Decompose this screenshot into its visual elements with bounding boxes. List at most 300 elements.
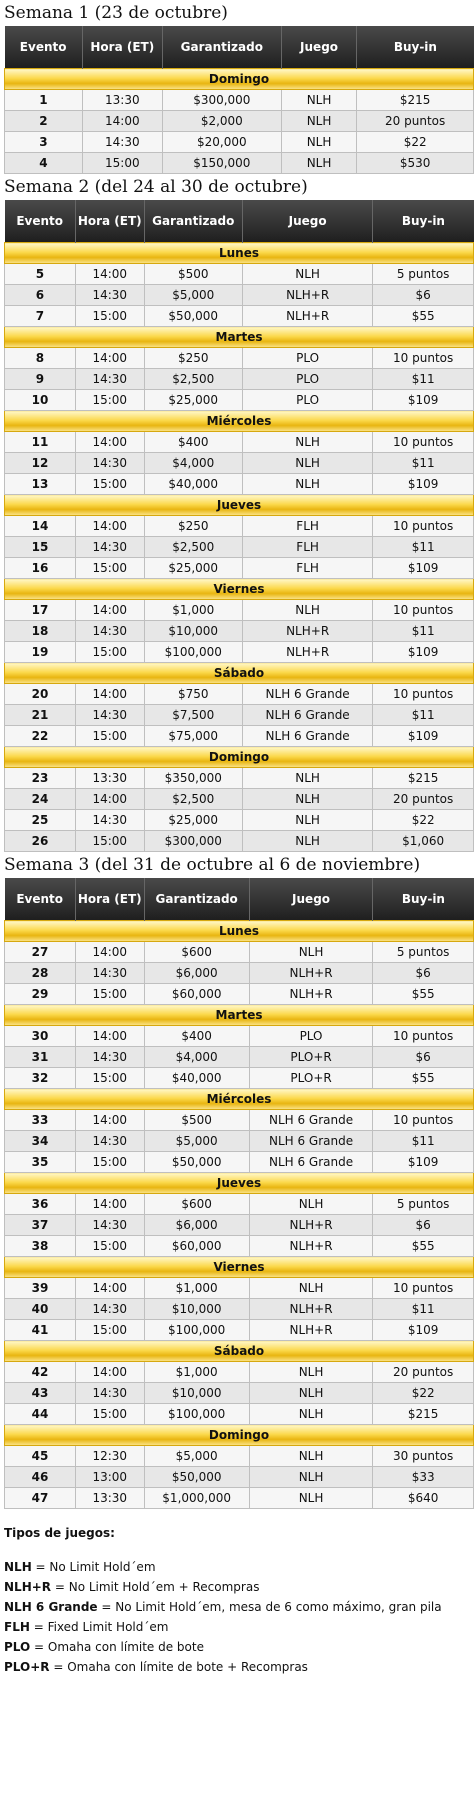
event-time: 15:00 <box>75 984 144 1005</box>
buy-in: $109 <box>373 1320 474 1341</box>
day-header-row <box>5 411 474 432</box>
event-time: 14:00 <box>75 789 144 810</box>
table-row <box>5 1194 474 1215</box>
guaranteed-prize: $100,000 <box>144 1320 249 1341</box>
event-number: 35 <box>5 1152 76 1173</box>
guaranteed-prize: $400 <box>144 1026 249 1047</box>
day-header-row <box>5 1341 474 1362</box>
table-row <box>5 831 474 852</box>
game-types-legend <box>0 1509 476 1677</box>
day-name: Viernes <box>5 1257 474 1278</box>
buy-in: $11 <box>373 453 474 474</box>
col-header-hora: Hora (ET) <box>75 878 144 921</box>
game-type: PLO+R <box>249 1047 373 1068</box>
guaranteed-prize: $2,500 <box>144 369 242 390</box>
event-number: 31 <box>5 1047 76 1068</box>
guaranteed-prize: $50,000 <box>144 306 242 327</box>
guaranteed-prize: $1,000 <box>144 1362 249 1383</box>
game-type: NLH 6 Grande <box>242 684 372 705</box>
table-row <box>5 453 474 474</box>
day-name: Viernes <box>5 579 474 600</box>
col-header-juego: Juego <box>249 878 373 921</box>
buy-in: 5 puntos <box>373 1194 474 1215</box>
event-time: 15:00 <box>75 1236 144 1257</box>
event-number: 46 <box>5 1467 76 1488</box>
event-time: 13:00 <box>75 1467 144 1488</box>
col-header-hora: Hora (ET) <box>75 200 144 243</box>
day-name: Lunes <box>5 243 474 264</box>
buy-in: $55 <box>373 306 474 327</box>
day-header-row <box>5 495 474 516</box>
game-type: PLO <box>242 390 372 411</box>
game-type: NLH+R <box>249 1236 373 1257</box>
game-abbreviation: PLO <box>4 1640 31 1654</box>
buy-in: $11 <box>373 621 474 642</box>
day-name: Sábado <box>5 663 474 684</box>
buy-in: $22 <box>373 1383 474 1404</box>
buy-in: 20 puntos <box>357 111 474 132</box>
buy-in: $530 <box>357 153 474 174</box>
game-type: NLH+R <box>249 1215 373 1236</box>
day-name: Sábado <box>5 1341 474 1362</box>
event-time: 15:00 <box>75 726 144 747</box>
col-header-garantizado: Garantizado <box>144 200 242 243</box>
day-name: Jueves <box>5 495 474 516</box>
table-row <box>5 306 474 327</box>
event-number: 20 <box>5 684 76 705</box>
guaranteed-prize: $40,000 <box>144 474 242 495</box>
day-name: Lunes <box>5 921 474 942</box>
buy-in: $215 <box>373 768 474 789</box>
day-header-row <box>5 747 474 768</box>
table-row <box>5 705 474 726</box>
buy-in: 10 puntos <box>373 1026 474 1047</box>
guaranteed-prize: $2,000 <box>162 111 281 132</box>
event-number: 7 <box>5 306 76 327</box>
guaranteed-prize: $350,000 <box>144 768 242 789</box>
event-time: 14:30 <box>75 1215 144 1236</box>
table-row <box>5 264 474 285</box>
guaranteed-prize: $2,500 <box>144 789 242 810</box>
game-type: FLH <box>242 516 372 537</box>
event-number: 9 <box>5 369 76 390</box>
day-header-row <box>5 1173 474 1194</box>
event-time: 14:30 <box>75 285 144 306</box>
table-row <box>5 1362 474 1383</box>
event-number: 47 <box>5 1488 76 1509</box>
event-number: 12 <box>5 453 76 474</box>
event-time: 14:00 <box>75 348 144 369</box>
game-type: NLH <box>249 942 373 963</box>
day-name: Domingo <box>5 1425 474 1446</box>
event-number: 3 <box>5 132 83 153</box>
game-type: NLH <box>242 453 372 474</box>
day-header-row <box>5 663 474 684</box>
game-type: NLH+R <box>242 306 372 327</box>
buy-in: 10 puntos <box>373 684 474 705</box>
event-time: 14:00 <box>75 1194 144 1215</box>
legend-item <box>4 1557 476 1577</box>
buy-in: $55 <box>373 984 474 1005</box>
event-number: 10 <box>5 390 76 411</box>
buy-in: $109 <box>373 1152 474 1173</box>
event-time: 14:00 <box>75 1362 144 1383</box>
guaranteed-prize: $25,000 <box>144 558 242 579</box>
guaranteed-prize: $1,000,000 <box>144 1488 249 1509</box>
game-description: = No Limit Hold´em + Recompras <box>51 1580 260 1594</box>
table-row <box>5 1047 474 1068</box>
col-header-hora: Hora (ET) <box>82 26 162 69</box>
guaranteed-prize: $300,000 <box>144 831 242 852</box>
guaranteed-prize: $1,000 <box>144 1278 249 1299</box>
buy-in: 5 puntos <box>373 264 474 285</box>
event-time: 14:30 <box>82 132 162 153</box>
event-time: 15:00 <box>75 642 144 663</box>
game-type: NLH+R <box>249 963 373 984</box>
table-row <box>5 1215 474 1236</box>
event-time: 14:30 <box>75 621 144 642</box>
event-number: 44 <box>5 1404 76 1425</box>
table-row <box>5 558 474 579</box>
event-time: 15:00 <box>75 306 144 327</box>
game-type: NLH 6 Grande <box>242 705 372 726</box>
table-row <box>5 1404 474 1425</box>
day-header-row <box>5 1425 474 1446</box>
game-type: NLH <box>242 789 372 810</box>
game-description: = Omaha con límite de bote + Recompras <box>49 1660 308 1674</box>
event-number: 32 <box>5 1068 76 1089</box>
game-type: PLO <box>242 348 372 369</box>
table-row <box>5 1278 474 1299</box>
table-row <box>5 1299 474 1320</box>
event-time: 15:00 <box>75 1404 144 1425</box>
table-row <box>5 684 474 705</box>
event-number: 19 <box>5 642 76 663</box>
table-row <box>5 1026 474 1047</box>
event-number: 6 <box>5 285 76 306</box>
event-number: 17 <box>5 600 76 621</box>
schedule-table <box>4 200 474 852</box>
buy-in: $215 <box>373 1404 474 1425</box>
event-number: 23 <box>5 768 76 789</box>
table-header-row <box>5 26 474 69</box>
event-time: 14:00 <box>75 1278 144 1299</box>
schedule-table <box>4 26 474 174</box>
game-type: NLH <box>281 111 356 132</box>
guaranteed-prize: $500 <box>144 264 242 285</box>
legend-item <box>4 1637 476 1657</box>
guaranteed-prize: $25,000 <box>144 810 242 831</box>
col-header-juego: Juego <box>281 26 356 69</box>
game-type: NLH+R <box>242 642 372 663</box>
guaranteed-prize: $250 <box>144 348 242 369</box>
event-number: 1 <box>5 90 83 111</box>
buy-in: $11 <box>373 705 474 726</box>
buy-in: $11 <box>373 1131 474 1152</box>
event-time: 14:30 <box>75 453 144 474</box>
buy-in: 10 puntos <box>373 432 474 453</box>
buy-in: $1,060 <box>373 831 474 852</box>
guaranteed-prize: $150,000 <box>162 153 281 174</box>
buy-in: $6 <box>373 963 474 984</box>
buy-in: $22 <box>373 810 474 831</box>
table-row <box>5 348 474 369</box>
event-number: 34 <box>5 1131 76 1152</box>
game-type: NLH+R <box>242 285 372 306</box>
game-description: = No Limit Hold´em, mesa de 6 como máximo, gran pila <box>97 1600 442 1614</box>
buy-in: $11 <box>373 1299 474 1320</box>
event-number: 4 <box>5 153 83 174</box>
legend-item <box>4 1577 476 1597</box>
game-type: NLH <box>249 1488 373 1509</box>
event-number: 40 <box>5 1299 76 1320</box>
week-title: Semana 3 (del 31 de octubre al 6 de noviembre) <box>4 855 421 875</box>
event-number: 25 <box>5 810 76 831</box>
col-header-buyin: Buy-in <box>373 878 474 921</box>
guaranteed-prize: $100,000 <box>144 1404 249 1425</box>
day-name: Miércoles <box>5 411 474 432</box>
buy-in: 20 puntos <box>373 1362 474 1383</box>
table-row <box>5 474 474 495</box>
day-header-row <box>5 1005 474 1026</box>
event-time: 14:00 <box>75 432 144 453</box>
table-row <box>5 1236 474 1257</box>
legend-item <box>4 1617 476 1637</box>
table-header-row <box>5 878 474 921</box>
table-row <box>5 432 474 453</box>
event-time: 15:00 <box>75 390 144 411</box>
game-type: NLH+R <box>249 984 373 1005</box>
game-type: NLH 6 Grande <box>249 1110 373 1131</box>
event-time: 14:00 <box>75 684 144 705</box>
event-time: 14:00 <box>75 1026 144 1047</box>
day-header-row <box>5 1257 474 1278</box>
event-number: 26 <box>5 831 76 852</box>
buy-in: 10 puntos <box>373 600 474 621</box>
guaranteed-prize: $5,000 <box>144 285 242 306</box>
event-number: 14 <box>5 516 76 537</box>
event-time: 15:00 <box>75 1152 144 1173</box>
buy-in: 10 puntos <box>373 516 474 537</box>
table-row <box>5 90 474 111</box>
col-header-evento: Evento <box>5 878 76 921</box>
event-time: 15:00 <box>75 1068 144 1089</box>
buy-in: $109 <box>373 390 474 411</box>
event-time: 15:00 <box>75 831 144 852</box>
game-type: PLO <box>242 369 372 390</box>
game-type: PLO+R <box>249 1068 373 1089</box>
event-time: 14:30 <box>75 963 144 984</box>
event-number: 24 <box>5 789 76 810</box>
table-row <box>5 1068 474 1089</box>
table-row <box>5 1467 474 1488</box>
event-number: 38 <box>5 1236 76 1257</box>
buy-in: 30 puntos <box>373 1446 474 1467</box>
event-number: 22 <box>5 726 76 747</box>
guaranteed-prize: $400 <box>144 432 242 453</box>
guaranteed-prize: $100,000 <box>144 642 242 663</box>
guaranteed-prize: $7,500 <box>144 705 242 726</box>
table-row <box>5 132 474 153</box>
table-row <box>5 285 474 306</box>
buy-in: $6 <box>373 285 474 306</box>
table-row <box>5 726 474 747</box>
event-time: 15:00 <box>82 153 162 174</box>
event-time: 14:00 <box>75 516 144 537</box>
table-row <box>5 1488 474 1509</box>
guaranteed-prize: $50,000 <box>144 1467 249 1488</box>
event-time: 15:00 <box>75 558 144 579</box>
buy-in: $11 <box>373 537 474 558</box>
guaranteed-prize: $50,000 <box>144 1152 249 1173</box>
event-number: 15 <box>5 537 76 558</box>
table-row <box>5 621 474 642</box>
table-row <box>5 1131 474 1152</box>
buy-in: $109 <box>373 642 474 663</box>
table-row <box>5 1320 474 1341</box>
guaranteed-prize: $60,000 <box>144 1236 249 1257</box>
day-header-row <box>5 1089 474 1110</box>
event-time: 14:00 <box>75 264 144 285</box>
day-name: Miércoles <box>5 1089 474 1110</box>
day-name: Jueves <box>5 1173 474 1194</box>
event-time: 15:00 <box>75 474 144 495</box>
table-row <box>5 984 474 1005</box>
game-type: NLH <box>249 1194 373 1215</box>
buy-in: $109 <box>373 726 474 747</box>
event-number: 45 <box>5 1446 76 1467</box>
day-name: Martes <box>5 1005 474 1026</box>
col-header-buyin: Buy-in <box>373 200 474 243</box>
guaranteed-prize: $75,000 <box>144 726 242 747</box>
event-number: 5 <box>5 264 76 285</box>
guaranteed-prize: $500 <box>144 1110 249 1131</box>
guaranteed-prize: $600 <box>144 1194 249 1215</box>
guaranteed-prize: $2,500 <box>144 537 242 558</box>
day-name: Domingo <box>5 69 474 90</box>
table-row <box>5 810 474 831</box>
buy-in: $109 <box>373 474 474 495</box>
day-header-row <box>5 579 474 600</box>
game-abbreviation: FLH <box>4 1620 30 1634</box>
table-row <box>5 369 474 390</box>
day-name: Domingo <box>5 747 474 768</box>
game-type: NLH+R <box>249 1299 373 1320</box>
guaranteed-prize: $750 <box>144 684 242 705</box>
table-row <box>5 963 474 984</box>
game-type: NLH <box>249 1362 373 1383</box>
col-header-evento: Evento <box>5 200 76 243</box>
event-number: 30 <box>5 1026 76 1047</box>
game-abbreviation: PLO+R <box>4 1660 50 1674</box>
event-number: 41 <box>5 1320 76 1341</box>
guaranteed-prize: $250 <box>144 516 242 537</box>
event-number: 28 <box>5 963 76 984</box>
buy-in: $640 <box>373 1488 474 1509</box>
table-row <box>5 1110 474 1131</box>
guaranteed-prize: $10,000 <box>144 1299 249 1320</box>
table-row <box>5 153 474 174</box>
guaranteed-prize: $300,000 <box>162 90 281 111</box>
game-abbreviation: NLH <box>4 1560 32 1574</box>
event-number: 13 <box>5 474 76 495</box>
buy-in: $11 <box>373 369 474 390</box>
event-number: 27 <box>5 942 76 963</box>
col-header-garantizado: Garantizado <box>144 878 249 921</box>
event-time: 14:00 <box>82 111 162 132</box>
table-row <box>5 390 474 411</box>
event-time: 13:30 <box>75 768 144 789</box>
table-row <box>5 942 474 963</box>
game-type: NLH <box>281 132 356 153</box>
game-type: NLH <box>281 90 356 111</box>
event-number: 11 <box>5 432 76 453</box>
event-number: 36 <box>5 1194 76 1215</box>
week-title: Semana 2 (del 24 al 30 de octubre) <box>4 177 308 197</box>
event-number: 43 <box>5 1383 76 1404</box>
game-type: NLH <box>249 1278 373 1299</box>
game-description: = Fixed Limit Hold´em <box>29 1620 169 1634</box>
game-type: NLH 6 Grande <box>242 726 372 747</box>
event-number: 42 <box>5 1362 76 1383</box>
event-number: 2 <box>5 111 83 132</box>
game-type: NLH <box>249 1404 373 1425</box>
guaranteed-prize: $40,000 <box>144 1068 249 1089</box>
table-row <box>5 1446 474 1467</box>
day-header-row <box>5 69 474 90</box>
col-header-buyin: Buy-in <box>357 26 474 69</box>
event-time: 14:30 <box>75 810 144 831</box>
table-row <box>5 516 474 537</box>
game-type: NLH <box>242 831 372 852</box>
day-header-row <box>5 243 474 264</box>
event-time: 15:00 <box>75 1320 144 1341</box>
buy-in: $33 <box>373 1467 474 1488</box>
game-type: NLH <box>242 432 372 453</box>
buy-in: 10 puntos <box>373 1110 474 1131</box>
event-number: 29 <box>5 984 76 1005</box>
game-type: NLH 6 Grande <box>249 1131 373 1152</box>
event-number: 8 <box>5 348 76 369</box>
table-row <box>5 768 474 789</box>
event-time: 13:30 <box>82 90 162 111</box>
day-header-row <box>5 327 474 348</box>
event-time: 14:00 <box>75 942 144 963</box>
legend-title: Tipos de juegos: <box>4 1526 115 1540</box>
buy-in: $6 <box>373 1047 474 1068</box>
guaranteed-prize: $4,000 <box>144 1047 249 1068</box>
guaranteed-prize: $5,000 <box>144 1446 249 1467</box>
game-type: NLH <box>249 1467 373 1488</box>
game-type: NLH+R <box>242 621 372 642</box>
event-number: 37 <box>5 1215 76 1236</box>
legend-item <box>4 1597 476 1617</box>
game-type: NLH <box>249 1446 373 1467</box>
event-time: 14:30 <box>75 537 144 558</box>
week-title: Semana 1 (23 de octubre) <box>4 3 228 23</box>
game-type: NLH <box>249 1383 373 1404</box>
game-type: NLH <box>242 474 372 495</box>
guaranteed-prize: $5,000 <box>144 1131 249 1152</box>
day-header-row <box>5 921 474 942</box>
buy-in: $22 <box>357 132 474 153</box>
event-time: 14:30 <box>75 1131 144 1152</box>
game-abbreviation: NLH 6 Grande <box>4 1600 98 1614</box>
buy-in: 20 puntos <box>373 789 474 810</box>
guaranteed-prize: $10,000 <box>144 621 242 642</box>
table-header-row <box>5 200 474 243</box>
game-type: NLH <box>242 810 372 831</box>
